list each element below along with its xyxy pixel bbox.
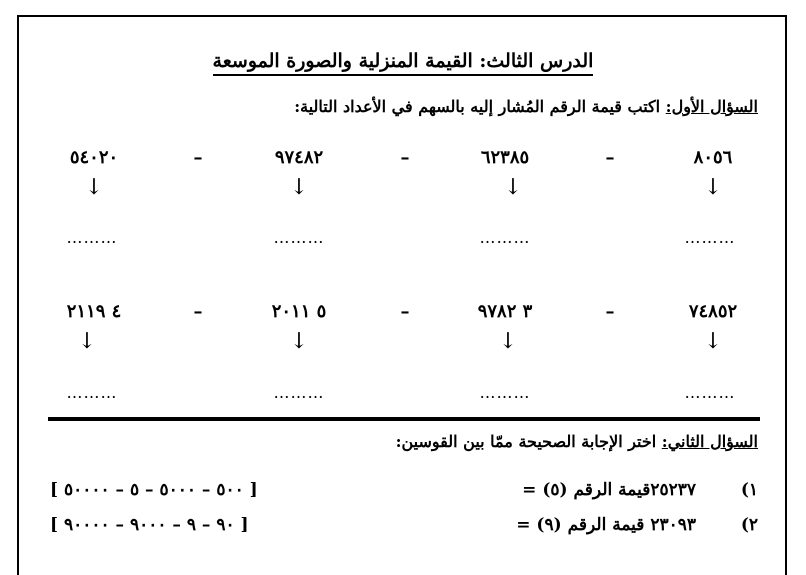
item-stem: ٢٥٢٣٧قيمة الرقم (٥) = (522, 480, 696, 500)
arrow-down-icon: ↓ (289, 175, 309, 200)
number-cell: ٤ ٢١١٩ (66, 301, 122, 322)
question-2-label: السؤال الثاني: (661, 432, 758, 451)
number-cell: ٧٤٨٥٢ (688, 301, 738, 322)
number-cell: ٩٧٤٨٢ (274, 147, 324, 168)
item-stem: ٢٣٠٩٣ قيمة الرقم (٩) = (516, 515, 696, 535)
answer-blank: ……… (479, 383, 531, 402)
arrow-down-icon: ↓ (703, 175, 723, 200)
question-2-text: اختر الإجابة الصحيحة ممّا بين القوسين: (395, 432, 662, 451)
section-divider (48, 417, 760, 421)
answer-blank: ……… (66, 383, 118, 402)
separator: – (400, 301, 410, 322)
mcq-item-1 (50, 480, 758, 506)
answer-blank: ……… (273, 228, 325, 247)
arrow-down-icon: ↓ (77, 329, 97, 354)
answer-blank: ……… (684, 228, 736, 247)
lesson-title: الدرس الثالث: القيمة المنزلية والصورة الموسعة (0, 50, 806, 72)
item-options: [ ٥٠٠ – ٥٠٠٠ – ٥ – ٥٠٠٠٠ ] (50, 480, 258, 500)
item-number: ٢) (740, 515, 758, 535)
arrow-down-icon: ↓ (289, 329, 309, 354)
question-2-header (396, 432, 758, 451)
question-1-header (294, 97, 758, 116)
separator: – (605, 301, 615, 322)
answer-blank: ……… (479, 228, 531, 247)
separator: – (605, 147, 615, 168)
answer-blank: ……… (66, 228, 118, 247)
item-options: [ ٩٠ – ٩ – ٩٠٠٠ – ٩٠٠٠٠ ] (50, 515, 249, 535)
separator: – (193, 147, 203, 168)
separator: – (193, 301, 203, 322)
answer-blank: ……… (684, 383, 736, 402)
question-1-text: اكتب قيمة الرقم المُشار إليه بالسهم في الأعداد التالية: (294, 97, 666, 116)
separator: – (400, 147, 410, 168)
number-cell: ٥ ٢٠١١ (271, 301, 327, 322)
arrow-down-icon: ↓ (84, 175, 104, 200)
mcq-item-2 (50, 515, 758, 541)
question-1-label: السؤال الأول: (665, 97, 758, 116)
arrow-down-icon: ↓ (503, 175, 523, 200)
arrow-down-icon: ↓ (498, 329, 518, 354)
number-cell: ٣ ٩٧٨٢ (477, 301, 533, 322)
answer-blank: ……… (273, 383, 325, 402)
number-cell: ٥٤٠٢٠ (69, 147, 119, 168)
number-cell: ٨٠٥٦ (693, 147, 733, 168)
number-cell: ٦٢٣٨٥ (480, 147, 530, 168)
item-number: ١) (740, 480, 758, 500)
arrow-down-icon: ↓ (703, 329, 723, 354)
